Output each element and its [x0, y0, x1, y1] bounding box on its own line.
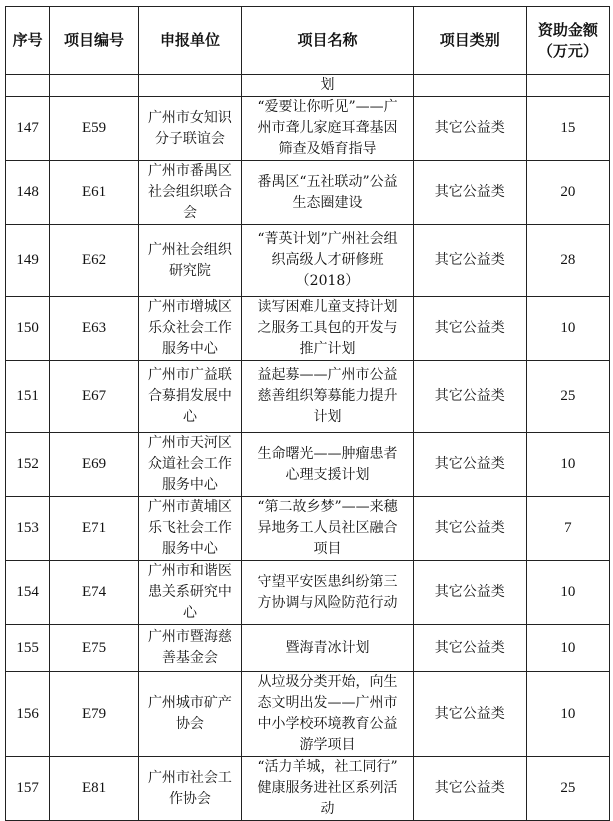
- seq-cell: 147: [6, 97, 50, 161]
- unit-cell: 广州社会组织 研究院: [138, 225, 241, 297]
- code-cell: E74: [50, 561, 139, 625]
- code-cell: E59: [50, 97, 139, 161]
- seq-cell: 153: [6, 497, 50, 561]
- unit-cell: 广州城市矿产 协会: [138, 672, 241, 757]
- table-row: [6, 97, 610, 161]
- table-row: [6, 361, 610, 433]
- table-row: [6, 625, 610, 672]
- funding-table: [5, 6, 610, 821]
- header-category: 项目类别: [413, 7, 526, 75]
- unit-cell: 广州市和谐医 患关系研究中 心: [138, 561, 241, 625]
- header-amount: 资助金额 （万元）: [526, 7, 609, 75]
- header-row: [6, 7, 610, 75]
- amount-cell: 10: [526, 625, 609, 672]
- table-row: [6, 672, 610, 757]
- empty-cell: [138, 75, 241, 97]
- category-cell: 其它公益类: [413, 97, 526, 161]
- header-unit: 申报单位: [138, 7, 241, 75]
- amount-cell: 10: [526, 433, 609, 497]
- name-cell: 读写困难儿童支持计划 之服务工具包的开发与 推广计划: [242, 297, 414, 361]
- header-code: 项目编号: [50, 7, 139, 75]
- name-cell: 守望平安医患纠纷第三 方协调与风险防范行动: [242, 561, 414, 625]
- category-cell: 其它公益类: [413, 225, 526, 297]
- category-cell: 其它公益类: [413, 433, 526, 497]
- table-row: [6, 433, 610, 497]
- table-row: [6, 497, 610, 561]
- empty-cell: [6, 75, 50, 97]
- seq-cell: 148: [6, 161, 50, 225]
- seq-cell: 157: [6, 757, 50, 821]
- code-cell: E81: [50, 757, 139, 821]
- header-seq: 序号: [6, 7, 50, 75]
- unit-cell: 广州市天河区 众道社会工作 服务中心: [138, 433, 241, 497]
- unit-cell: 广州市社会工 作协会: [138, 757, 241, 821]
- code-cell: E71: [50, 497, 139, 561]
- seq-cell: 151: [6, 361, 50, 433]
- name-cell: 暨海青冰计划: [242, 625, 414, 672]
- category-cell: 其它公益类: [413, 161, 526, 225]
- seq-cell: 149: [6, 225, 50, 297]
- table-row: [6, 161, 610, 225]
- unit-cell: 广州市番禺区 社会组织联合 会: [138, 161, 241, 225]
- empty-cell: [413, 75, 526, 97]
- continuation-row: [6, 75, 610, 97]
- amount-cell: 10: [526, 561, 609, 625]
- category-cell: 其它公益类: [413, 497, 526, 561]
- category-cell: 其它公益类: [413, 297, 526, 361]
- table-row: [6, 225, 610, 297]
- name-cell: 从垃圾分类开始，向生 态文明出发——广州市 中小学校环境教育公益 游学项目: [242, 672, 414, 757]
- name-cell: “爱要让你听见”——广 州市聋儿家庭耳聋基因 筛查及婚育指导: [242, 97, 414, 161]
- seq-cell: 155: [6, 625, 50, 672]
- amount-cell: 28: [526, 225, 609, 297]
- amount-cell: 10: [526, 672, 609, 757]
- table-row: [6, 561, 610, 625]
- table-row: [6, 757, 610, 821]
- code-cell: E63: [50, 297, 139, 361]
- category-cell: 其它公益类: [413, 625, 526, 672]
- category-cell: 其它公益类: [413, 672, 526, 757]
- category-cell: 其它公益类: [413, 561, 526, 625]
- code-cell: E79: [50, 672, 139, 757]
- name-cell: “活力羊城，社工同行” 健康服务进社区系列活 动: [242, 757, 414, 821]
- unit-cell: 广州市增城区 乐众社会工作 服务中心: [138, 297, 241, 361]
- unit-cell: 广州市黄埔区 乐飞社会工作 服务中心: [138, 497, 241, 561]
- table-row: [6, 297, 610, 361]
- name-cell: 生命曙光——肿瘤患者 心理支援计划: [242, 433, 414, 497]
- code-cell: E61: [50, 161, 139, 225]
- header-name: 项目名称: [242, 7, 414, 75]
- amount-cell: 25: [526, 361, 609, 433]
- seq-cell: 150: [6, 297, 50, 361]
- category-cell: 其它公益类: [413, 757, 526, 821]
- code-cell: E75: [50, 625, 139, 672]
- seq-cell: 156: [6, 672, 50, 757]
- unit-cell: 广州市女知识 分子联谊会: [138, 97, 241, 161]
- amount-cell: 7: [526, 497, 609, 561]
- category-cell: 其它公益类: [413, 361, 526, 433]
- seq-cell: 154: [6, 561, 50, 625]
- name-cell: “第二故乡梦”——来穗 异地务工人员社区融合 项目: [242, 497, 414, 561]
- seq-cell: 152: [6, 433, 50, 497]
- empty-cell: [50, 75, 139, 97]
- code-cell: E62: [50, 225, 139, 297]
- code-cell: E69: [50, 433, 139, 497]
- amount-cell: 10: [526, 297, 609, 361]
- code-cell: E67: [50, 361, 139, 433]
- continuation-name: 划: [242, 75, 414, 97]
- name-cell: 番禺区“五社联动”公益 生态圈建设: [242, 161, 414, 225]
- amount-cell: 20: [526, 161, 609, 225]
- unit-cell: 广州市暨海慈 善基金会: [138, 625, 241, 672]
- amount-cell: 15: [526, 97, 609, 161]
- amount-cell: 25: [526, 757, 609, 821]
- empty-cell: [526, 75, 609, 97]
- name-cell: “菁英计划”广州社会组 织高级人才研修班 （2018）: [242, 225, 414, 297]
- name-cell: 益起募——广州市公益 慈善组织筹募能力提升 计划: [242, 361, 414, 433]
- unit-cell: 广州市广益联 合募捐发展中 心: [138, 361, 241, 433]
